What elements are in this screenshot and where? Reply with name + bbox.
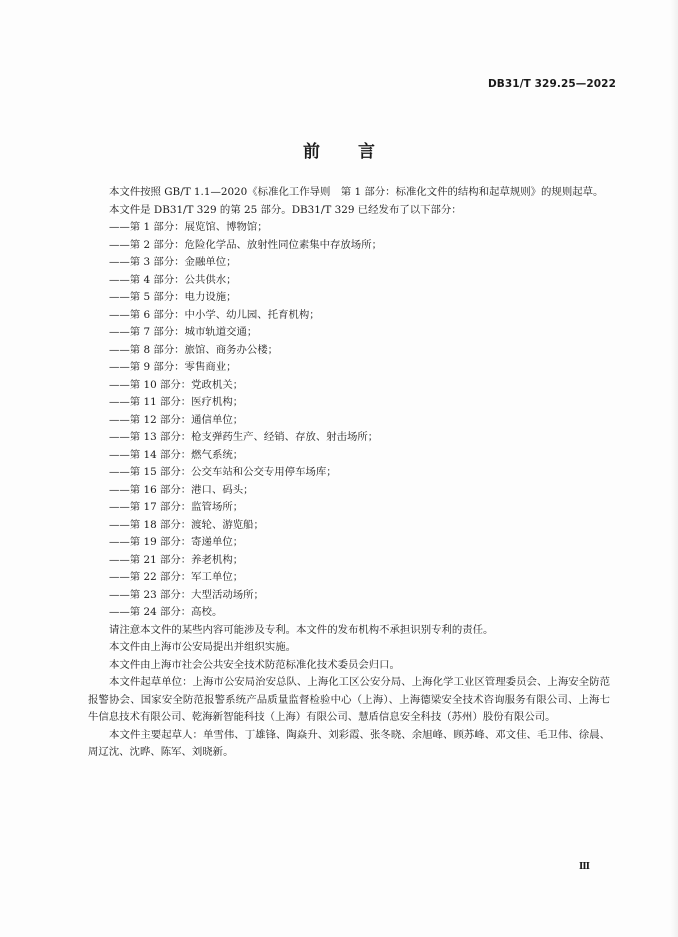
list-item: ——第 9 部分：零售商业； <box>109 361 237 373</box>
list-item: ——第 22 部分：军工单位； <box>109 571 244 583</box>
list-item: ——第 12 部分：通信单位； <box>109 413 244 426</box>
committee-statement: 本文件由上海市社会公共安全技术防范标准化技术委员会归口。 <box>109 658 400 671</box>
list-item: ——第 11 部分：医疗机构； <box>109 396 244 408</box>
page-number: Ⅲ <box>579 862 590 872</box>
list-item: ——第 10 部分：党政机关； <box>109 378 244 391</box>
parts-list <box>88 219 610 622</box>
list-item: ——第 16 部分：港口、码头； <box>109 483 254 496</box>
list-item: ——第 1 部分：展览馆、博物馆； <box>109 221 268 233</box>
list-item: ——第 17 部分：监管场所； <box>109 501 244 513</box>
page-title: 前言 <box>303 142 413 162</box>
list-item: ——第 19 部分：寄递单位； <box>109 536 244 548</box>
list-item: ——第 15 部分：公交车站和公交专用停车场库； <box>109 466 337 478</box>
list-item: ——第 7 部分：城市轨道交通； <box>109 326 258 338</box>
list-item: ——第 8 部分：旅馆、商务办公楼； <box>109 343 279 356</box>
intro-paragraph: 本文件按照 GB/T 1.1—2020《标准化工作导则 第 1 部分：标准化文件的结构和起草规则》的规则起草。 <box>109 186 604 198</box>
proposer-statement: 本文件由上海市公安局提出并组织实施。 <box>109 641 297 653</box>
list-item: ——第 2 部分：危险化学品、放射性同位素集中存放场所； <box>109 238 382 251</box>
document-code: DB31/T 329.25—2022 <box>487 78 616 90</box>
list-item: ——第 21 部分：养老机构； <box>109 553 244 566</box>
patent-notice: 请注意本文件的某些内容可能涉及专利。本文件的发布机构不承担识别专利的责任。 <box>109 623 494 636</box>
intro-paragraph: 本文件是 DB31/T 329 的第 25 部分。DB31/T 329 已经发布了以下部分： <box>109 203 462 216</box>
list-item: ——第 18 部分：渡轮、游览船； <box>109 518 264 531</box>
drafting-organizations: 本文件起草单位：上海市公安局治安总队、上海化工区公安分局、上海化学工业区管理委员会、上海安全防范报警协会、国家安全防范报警系统产品质量监督检验中心（上海）、上海德梁安全技术咨询服务有限公司、上海七牛信息技术有限公司、乾海新智能科技（上海）有限公司、慧盾信息安全科技（苏州）股份有限公司。 <box>88 676 610 723</box>
list-item: ——第 3 部分：金融单位； <box>109 256 237 268</box>
foreword-body <box>88 184 610 762</box>
list-item: ——第 14 部分：燃气系统； <box>109 448 244 461</box>
drafters: 本文件主要起草人：单雪伟、丁雄锋、陶焱升、刘彩霞、张冬晓、余旭峰、顾苏峰、邓文佳、毛卫伟、徐晨、周辽沈、沈晔、陈军、刘晓新。 <box>88 728 610 758</box>
list-item: ——第 5 部分：电力设施； <box>109 291 237 303</box>
list-item: ——第 4 部分：公共供水； <box>109 273 237 286</box>
list-item: ——第 24 部分：高校。 <box>109 606 223 618</box>
list-item: ——第 13 部分：枪支弹药生产、经销、存放、射击场所； <box>109 431 379 443</box>
list-item: ——第 6 部分：中小学、幼儿园、托育机构； <box>109 308 320 321</box>
list-item: ——第 23 部分：大型活动场所； <box>109 588 264 601</box>
